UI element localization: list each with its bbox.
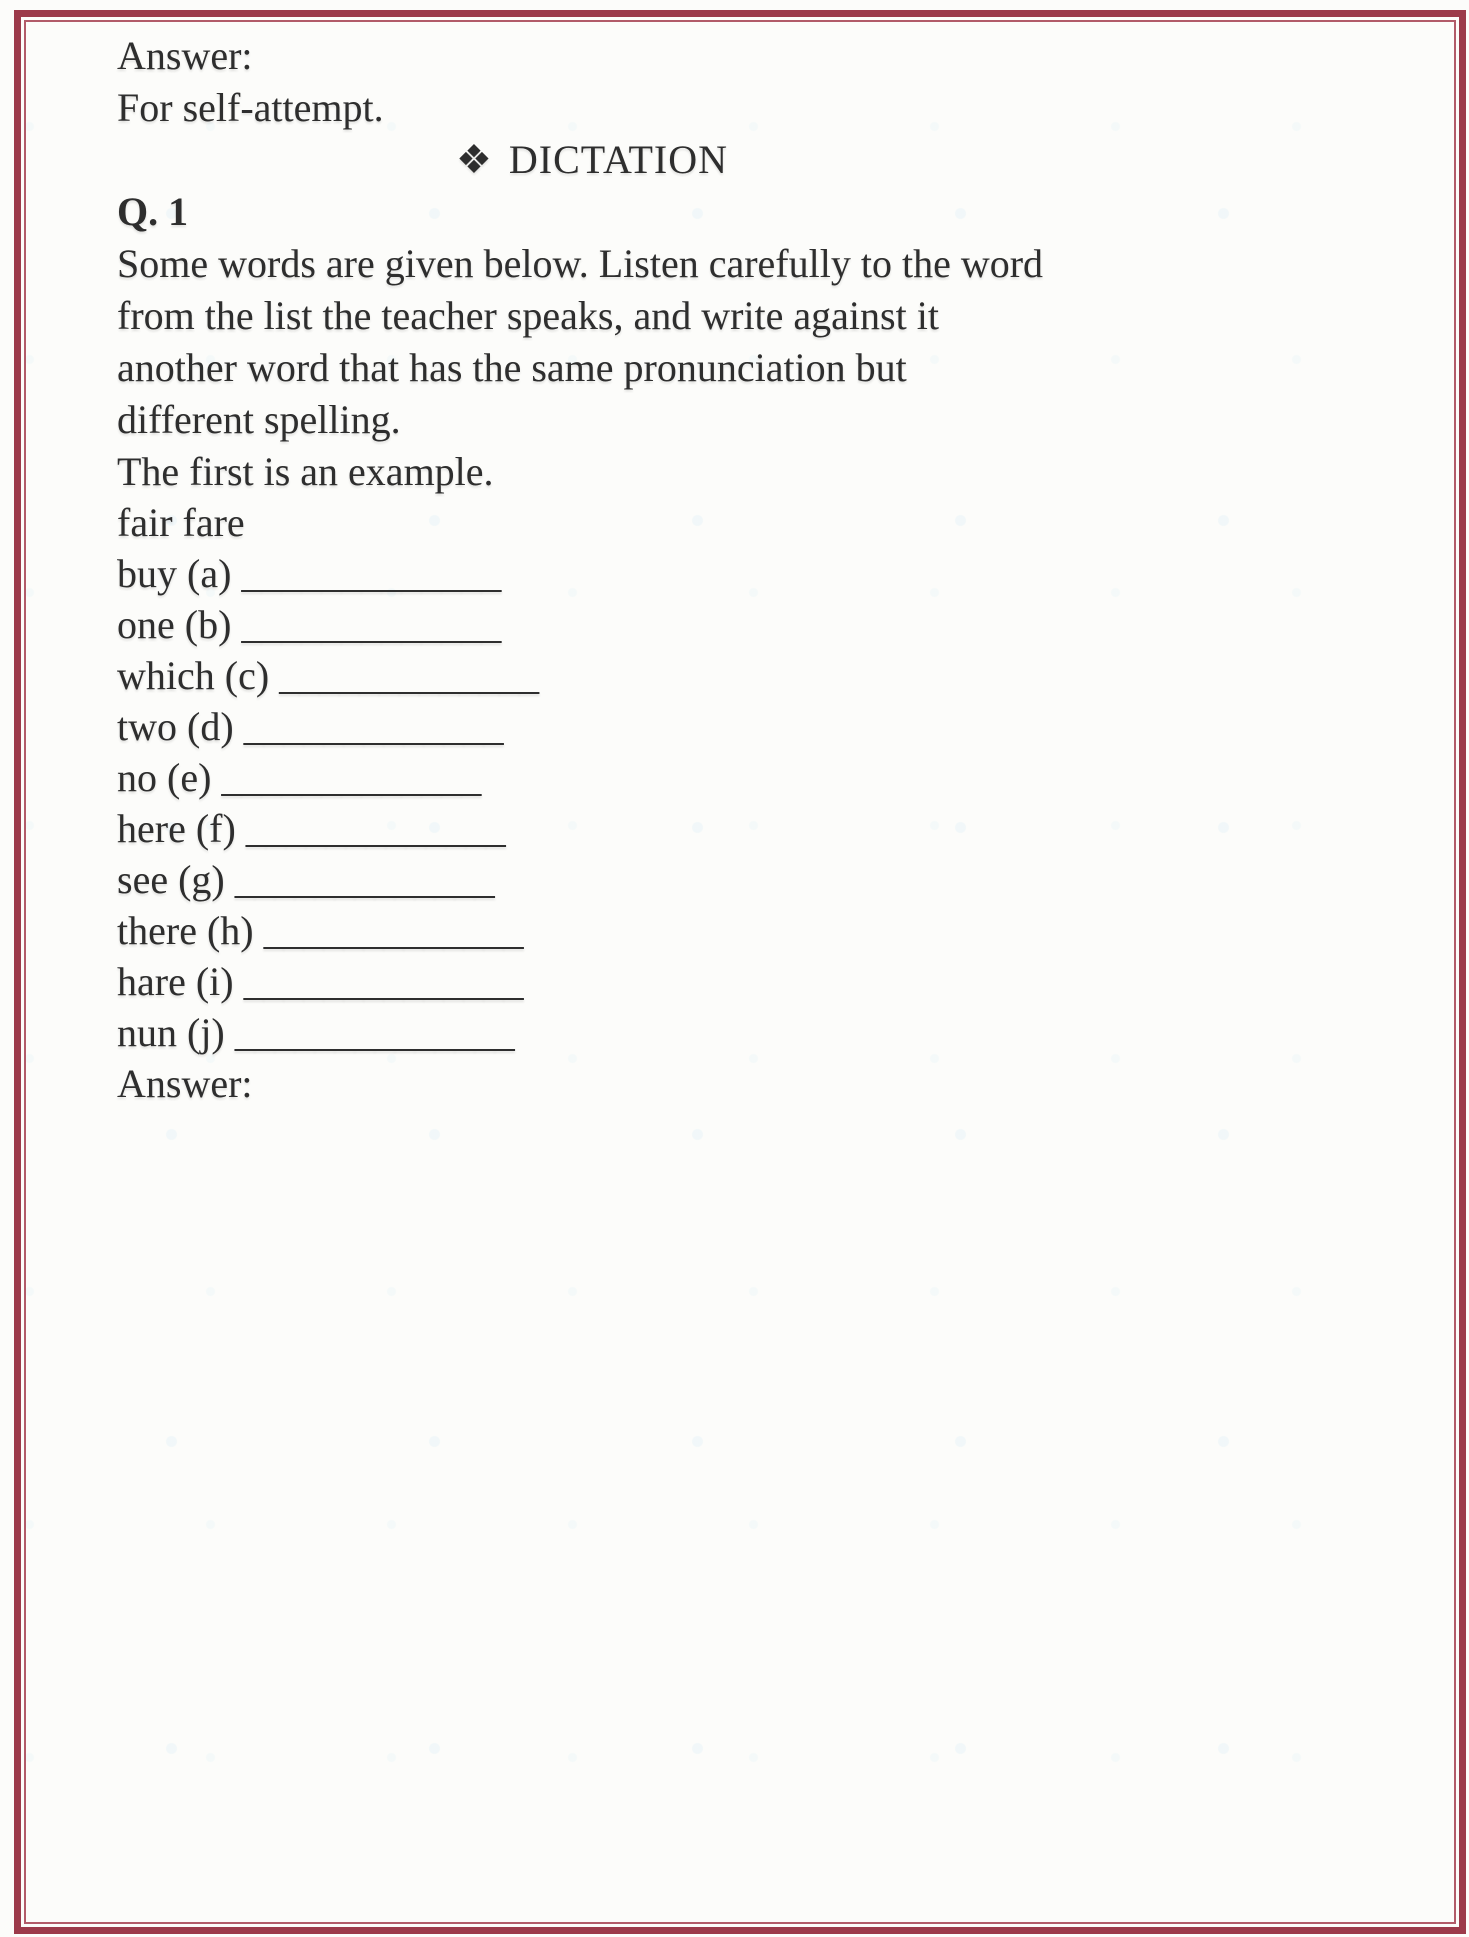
prompt-line-2: from the list the teacher speaks, and write against it [117, 293, 939, 338]
dictation-item-i: hare (i) ______________ [117, 959, 524, 1004]
example-intro: The first is an example. [117, 449, 494, 494]
dictation-item-h: there (h) _____________ [117, 908, 524, 953]
dictation-item-f: here (f) _____________ [117, 806, 506, 851]
dictation-item-a: buy (a) _____________ [117, 551, 502, 596]
question-prompt [117, 238, 1414, 446]
dictation-item-b: one (b) _____________ [117, 602, 502, 647]
dictation-word-list [117, 446, 1414, 1058]
section-title: DICTATION [508, 137, 728, 182]
dictation-item-e: no (e) _____________ [117, 755, 482, 800]
dictation-item-d: two (d) _____________ [117, 704, 504, 749]
answer-label-bottom: Answer: [117, 1061, 253, 1106]
dictation-item-j: nun (j) ______________ [117, 1010, 515, 1055]
dictation-item-c: which (c) _____________ [117, 653, 540, 698]
question-number: Q. 1 [117, 189, 189, 234]
prompt-line-4: different spelling. [117, 397, 401, 442]
diamond-bullet-icon: ❖ [456, 137, 493, 182]
example-pair: fair fare [117, 500, 245, 545]
answer-label-top: Answer: [117, 33, 253, 78]
dictation-item-g: see (g) _____________ [117, 857, 495, 902]
self-attempt-note: For self-attempt. [117, 85, 384, 130]
prompt-line-3: another word that has the same pronunciation but [117, 345, 907, 390]
prompt-line-1: Some words are given below. Listen carefully to the word [117, 241, 1044, 286]
section-heading [117, 134, 1067, 186]
page-content [117, 30, 1414, 1110]
